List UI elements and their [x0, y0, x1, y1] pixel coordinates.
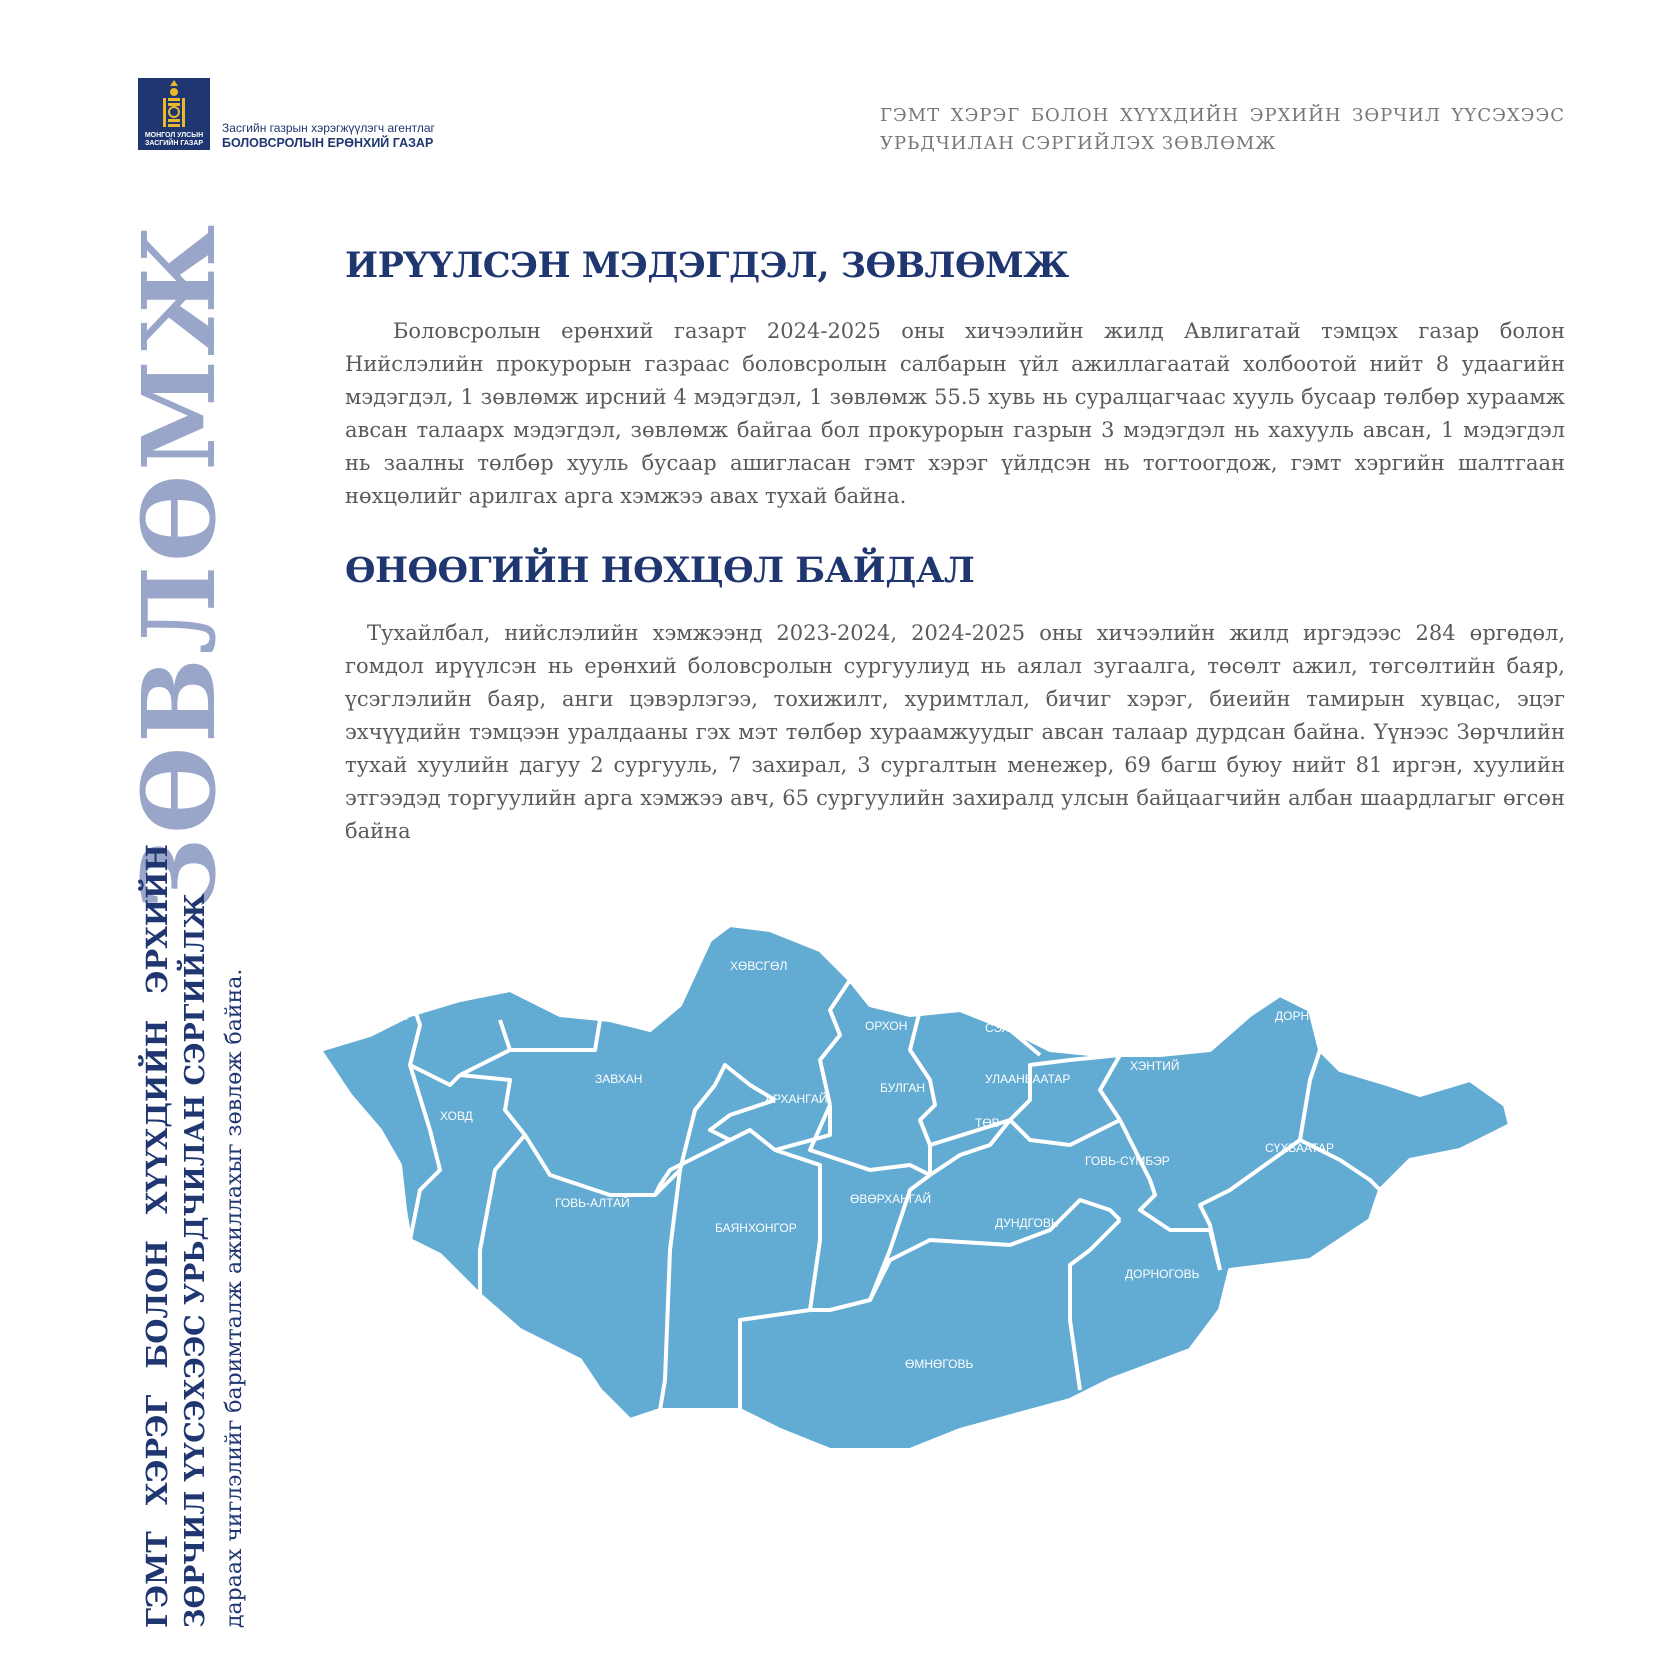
government-emblem-logo: [138, 78, 210, 150]
label-zavkhan: ЗАВХАН: [595, 1072, 643, 1086]
label-govisumber: ГОВЬ-СҮМБЭР: [1085, 1154, 1170, 1168]
mongolia-provinces-map: [310, 920, 1600, 1540]
label-dornogovi: ДОРНОГОВЬ: [1125, 1267, 1200, 1281]
label-sukhbaatar: СҮХБААТАР: [1265, 1141, 1334, 1155]
label-bayan-olgii: БАЯН-ӨЛГИЙ: [330, 1009, 408, 1023]
label-uvs: УВС: [475, 984, 499, 998]
label-bayankhongor: БАЯНХОНГОР: [715, 1221, 797, 1235]
section-body-current-situation: Тухайлбал, нийслэлийн хэмжээнд 2023-2024, 2024-2025 оны хичээлийн жилд иргэдээс 284 өргөдөл, гомдол ирүүлсэн нь ерөнхий боловсролын сургуулиуд нь аялал зугаалга, төсөлт ажил, төгсөлтийн баяр, үсэглэлийн баяр, анги цэвэрлэгээ, тохижилт, хуримтлал, бичиг хэрэг, биеийн тамирын хувцас, эцэг эхчүүдийн тэмцээн уралдааны гэх мэт төлбөр хураамжуудыг авсан талаар дурдсан байна. Үүнээс Зөрчлийн тухай хуулийн дагуу 2 сургууль, 7 захирал, 3 сургалтын менежер, 69 багш буюу нийт 81 иргэн, хуулийн этгээдэд торгуулийн арга хэмжээ авч, 65 сургуулийн захиралд улсын байцаагчийн албан шаардлагыг өгсөн байна: [345, 621, 1565, 843]
section-heading-current-situation: ӨНӨӨГИЙН НӨХЦӨЛ БАЙДАЛ: [345, 550, 975, 591]
label-ulaanbaatar: УЛААНБААТАР: [985, 1072, 1071, 1086]
logo-text-1: МОНГОЛ УЛСЫН: [144, 132, 204, 139]
label-govi-altai: ГОВЬ-АЛТАЙ: [555, 1196, 630, 1210]
agency-name: БОЛОВСРОЛЫН ЕРӨНХИЙ ГАЗАР: [222, 136, 434, 150]
label-bulgan: БУЛГАН: [880, 1081, 926, 1095]
label-dundgovi: ДУНДГОВЬ: [995, 1216, 1059, 1230]
label-khuvsgul: ХӨВСГӨЛ: [730, 959, 788, 973]
section-heading-notices: ИРҮҮЛСЭН МЭДЭГДЭЛ, ЗӨВЛӨМЖ: [345, 245, 1069, 286]
label-tuv: ТӨВ: [975, 1116, 1000, 1130]
label-khovd: ХОВД: [440, 1109, 473, 1123]
label-khentii: ХЭНТИЙ: [1130, 1059, 1180, 1073]
label-orkhon: ОРХОН: [865, 1019, 908, 1033]
sidebar-subtitle: дараах чиглэлийг баримталж ажиллахыг зөвлөж байна.: [222, 968, 247, 1628]
label-darkhan: ДАРХАН: [945, 971, 994, 985]
label-arkhangai: АРХАНГАЙ: [765, 1092, 828, 1106]
sidebar-title-line-2: ЗӨРЧИЛ ҮҮСЭХЭЭС УРЬДЧИЛАН СЭРГИЙЛЖ: [180, 893, 211, 1628]
label-uvurkhangai: ӨВӨРХАНГАЙ: [850, 1192, 932, 1206]
sidebar-title-line-1: ГЭМТ ХЭРЭГ БОЛОН ХҮҮХДИЙН ЭРХИЙН: [140, 844, 174, 1628]
agency-subtitle: Засгийн газрын хэрэгжүүлэгч агентлаг: [222, 121, 435, 135]
logo-text-2: ЗАСГИЙН ГАЗАР: [144, 140, 204, 147]
label-selenge: СЭЛЭНГЭ: [985, 1021, 1043, 1035]
label-dornod: ДОРНОД: [1275, 1009, 1327, 1023]
sidebar-big-word: ЗӨВЛӨМЖ: [120, 220, 238, 910]
section-body-notices: Боловсролын ерөнхий газарт 2024-2025 оны хичээлийн жилд Авлигатай тэмцэх газар болон Нийслэлийн прокурорын газраас боловсролын салбарын үйл ажиллагаатай холбоотой нийт 8 удаагийн мэдэгдэл, 1 зөвлөмж ирсний 4 мэдэгдэл, 1 зөвлөмж 55.5 хувь нь суралцагчаас хууль бусаар төлбөр хураамж авсан талаарх мэдэгдэл, зөвлөмж байгаа бол прокурорын газрын 3 мэдэгдэл нь хахууль авсан, 1 мэдэгдэл нь заалны төлбөр хууль бусаар ашигласан гэмт хэрэг үйлдсэн нь тогтоогдож, гэмт хэргийн шалтгаан нөхцөлийг арилгах арга хэмжээ авах тухай байна.: [345, 319, 1565, 508]
document-title: ГЭМТ ХЭРЭГ БОЛОН ХҮҮХДИЙН ЭРХИЙН ЗӨРЧИЛ ҮҮСЭХЭЭС УРЬДЧИЛАН СЭРГИЙЛЭХ ЗӨВЛӨМЖ: [880, 105, 1565, 154]
label-umnugovi: ӨМНӨГОВЬ: [905, 1357, 974, 1371]
